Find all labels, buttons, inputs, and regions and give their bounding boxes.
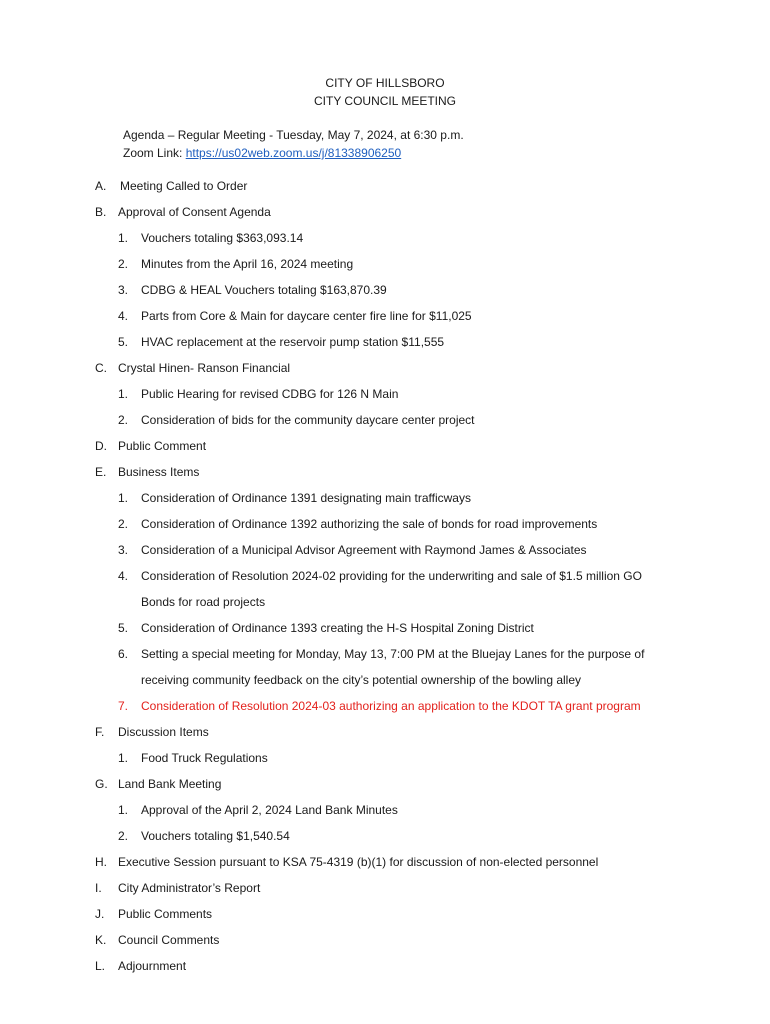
section-title: Public Comments [118, 907, 213, 921]
meeting-title: CITY COUNCIL MEETING [313, 94, 456, 108]
section-letter: A. [95, 179, 107, 193]
section-letter: C. [95, 361, 107, 375]
zoom-link[interactable]: https://us02web.zoom.us/j/81338906250 [185, 146, 402, 160]
item-number: 1. [118, 387, 129, 401]
section-letter: J. [95, 907, 105, 921]
document-header [0, 74, 770, 110]
item-text: Minutes from the April 16, 2024 meeting [141, 257, 354, 271]
section-title: Executive Session pursuant to KSA 75-4319 (b)(1) for discussion of non-elected personnel [118, 855, 599, 869]
item-text: HVAC replacement at the reservoir pump station $11,555 [141, 335, 445, 349]
section-letter: L. [95, 959, 106, 973]
item-number: 5. [118, 335, 129, 349]
agenda-item [0, 567, 770, 593]
agenda-item [0, 541, 770, 567]
zoom-label: Zoom Link: [123, 146, 186, 160]
item-number: 5. [118, 621, 129, 635]
item-number: 6. [118, 647, 129, 661]
agenda-item [0, 333, 770, 359]
item-text: Vouchers totaling $1,540.54 [141, 829, 290, 843]
zoom-line [123, 144, 464, 162]
item-text: Bonds for road projects [141, 595, 266, 609]
item-text: Food Truck Regulations [141, 751, 268, 765]
item-number: 2. [118, 517, 129, 531]
section-title: Meeting Called to Order [120, 179, 248, 193]
section-letter: G. [95, 777, 108, 791]
item-number: 3. [118, 543, 129, 557]
item-number: 1. [118, 751, 129, 765]
agenda-item [0, 281, 770, 307]
section-title: Crystal Hinen- Ranson Financial [118, 361, 291, 375]
meeting-meta [123, 126, 464, 162]
section-title: City Administrator’s Report [118, 881, 261, 895]
item-number: 4. [118, 569, 129, 583]
agenda-section [0, 775, 770, 801]
section-title: Business Items [118, 465, 200, 479]
agenda-item [0, 749, 770, 775]
agenda-section [0, 879, 770, 905]
section-title: Adjournment [118, 959, 187, 973]
agenda-section [0, 177, 770, 203]
agenda-item [0, 619, 770, 645]
item-number: 2. [118, 413, 129, 427]
item-text: receiving community feedback on the city’s potential ownership of the bowling alley [141, 673, 582, 687]
item-number: 1. [118, 803, 129, 817]
section-letter: E. [95, 465, 107, 479]
agenda-section [0, 463, 770, 489]
item-text: Consideration of bids for the community daycare center project [141, 413, 475, 427]
item-text: Consideration of Ordinance 1392 authorizing the sale of bonds for road improvements [141, 517, 598, 531]
agenda-item [0, 697, 770, 723]
agenda-section [0, 203, 770, 229]
section-letter: I. [95, 881, 102, 895]
item-number: 1. [118, 231, 129, 245]
item-text: Public Hearing for revised CDBG for 126 N Main [141, 387, 399, 401]
section-letter: K. [95, 933, 107, 947]
agenda-item [0, 489, 770, 515]
agenda-item [0, 307, 770, 333]
item-text: Parts from Core & Main for daycare center fire line for $11,025 [141, 309, 472, 323]
agenda-section [0, 957, 770, 983]
section-title: Land Bank Meeting [118, 777, 222, 791]
section-title: Public Comment [118, 439, 207, 453]
item-text: Consideration of Ordinance 1393 creating the H-S Hospital Zoning District [141, 621, 534, 635]
item-text: Consideration of a Municipal Advisor Agreement with Raymond James & Associates [141, 543, 587, 557]
city-name: CITY OF HILLSBORO [325, 76, 445, 90]
section-letter: D. [95, 439, 107, 453]
item-number: 2. [118, 257, 129, 271]
agenda-section [0, 359, 770, 385]
agenda-item [0, 645, 770, 671]
item-text: Vouchers totaling $363,093.14 [141, 231, 304, 245]
agenda-item [0, 385, 770, 411]
agenda-item [0, 229, 770, 255]
item-number: 7. [118, 699, 129, 713]
agenda-section [0, 905, 770, 931]
item-text: Approval of the April 2, 2024 Land Bank Minutes [141, 803, 398, 817]
agenda-item [0, 515, 770, 541]
item-text: Setting a special meeting for Monday, May 13, 7:00 PM at the Bluejay Lanes for the purpose of [141, 647, 645, 661]
section-title: Discussion Items [118, 725, 209, 739]
item-text: Consideration of Ordinance 1391 designating main trafficways [141, 491, 471, 505]
section-title: Approval of Consent Agenda [118, 205, 271, 219]
agenda-section [0, 723, 770, 749]
agenda-item [0, 255, 770, 281]
item-number: 2. [118, 829, 129, 843]
section-letter: F. [95, 725, 105, 739]
agenda-item [0, 411, 770, 437]
item-number: 3. [118, 283, 129, 297]
agenda-item [0, 671, 770, 697]
section-letter: H. [95, 855, 107, 869]
agenda-list [0, 177, 770, 983]
item-number: 1. [118, 491, 129, 505]
agenda-section [0, 437, 770, 463]
section-title: Council Comments [118, 933, 220, 947]
agenda-item [0, 801, 770, 827]
section-letter: B. [95, 205, 107, 219]
agenda-item [0, 827, 770, 853]
agenda-line: Agenda – Regular Meeting - Tuesday, May 7, 2024, at 6:30 p.m. [123, 128, 464, 142]
item-text: Consideration of Resolution 2024-02 providing for the underwriting and sale of $1.5 million GO [141, 569, 642, 583]
agenda-section [0, 853, 770, 879]
item-text: CDBG & HEAL Vouchers totaling $163,870.39 [141, 283, 387, 297]
agenda-item [0, 593, 770, 619]
agenda-section [0, 931, 770, 957]
item-number: 4. [118, 309, 129, 323]
item-text: Consideration of Resolution 2024-03 authorizing an application to the KDOT TA grant program [141, 699, 641, 713]
